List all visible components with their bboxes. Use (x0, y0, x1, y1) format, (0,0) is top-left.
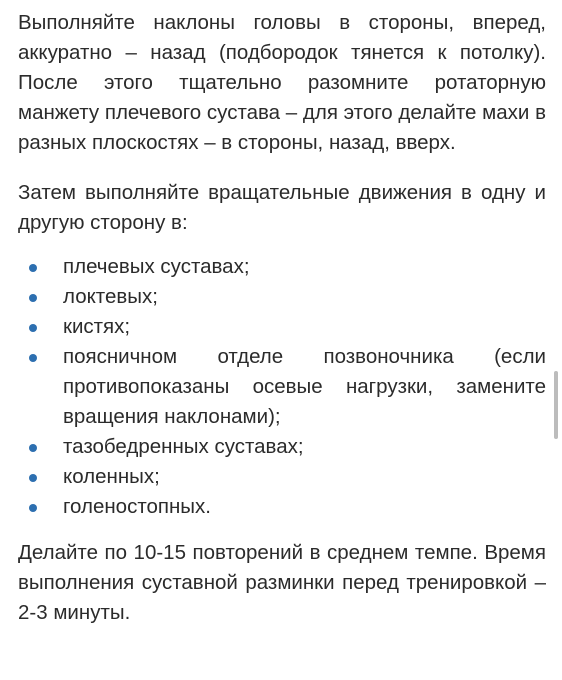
bullet-icon (29, 474, 37, 482)
list-item-text: локтевых; (63, 285, 158, 308)
list-item-text: поясничном отделе позвоночника (если противопоказаны осевые нагрузки, замените вращения наклонами); (63, 345, 546, 428)
bullet-icon (29, 354, 37, 362)
intro-paragraph: Выполняйте наклоны головы в стороны, вперед, аккуратно – назад (подбородок тянется к потолку). После этого тщательно разомните ротаторную манжету плечевого сустава – для этого делайте махи в разных плоскостях – в стороны, назад, вверх. (18, 11, 546, 154)
list-item-text: кистях; (63, 315, 131, 338)
bullet-icon (29, 504, 37, 512)
article-body (18, 8, 546, 628)
list-item-text: голеностопных. (63, 495, 211, 518)
list-item-text: плечевых суставах; (63, 255, 250, 278)
joints-list (18, 252, 546, 522)
list-item (18, 342, 546, 432)
list-item (18, 432, 546, 462)
rotation-paragraph: Затем выполняйте вращательные движения в одну и другую сторону в: (18, 181, 546, 234)
list-item (18, 252, 546, 282)
list-item (18, 312, 546, 342)
bullet-icon (29, 444, 37, 452)
bullet-icon (29, 324, 37, 332)
list-item (18, 282, 546, 312)
duration-paragraph: Делайте по 10-15 повторений в среднем темпе. Время выполнения суставной разминки перед тренировкой – 2-3 минуты. (18, 541, 546, 624)
scrollbar-thumb[interactable] (554, 371, 558, 439)
bullet-icon (29, 264, 37, 272)
bullet-icon (29, 294, 37, 302)
list-item (18, 492, 546, 522)
list-item-text: коленных; (63, 465, 160, 488)
list-item (18, 462, 546, 492)
list-item-text: тазобедренных суставах; (63, 435, 304, 458)
